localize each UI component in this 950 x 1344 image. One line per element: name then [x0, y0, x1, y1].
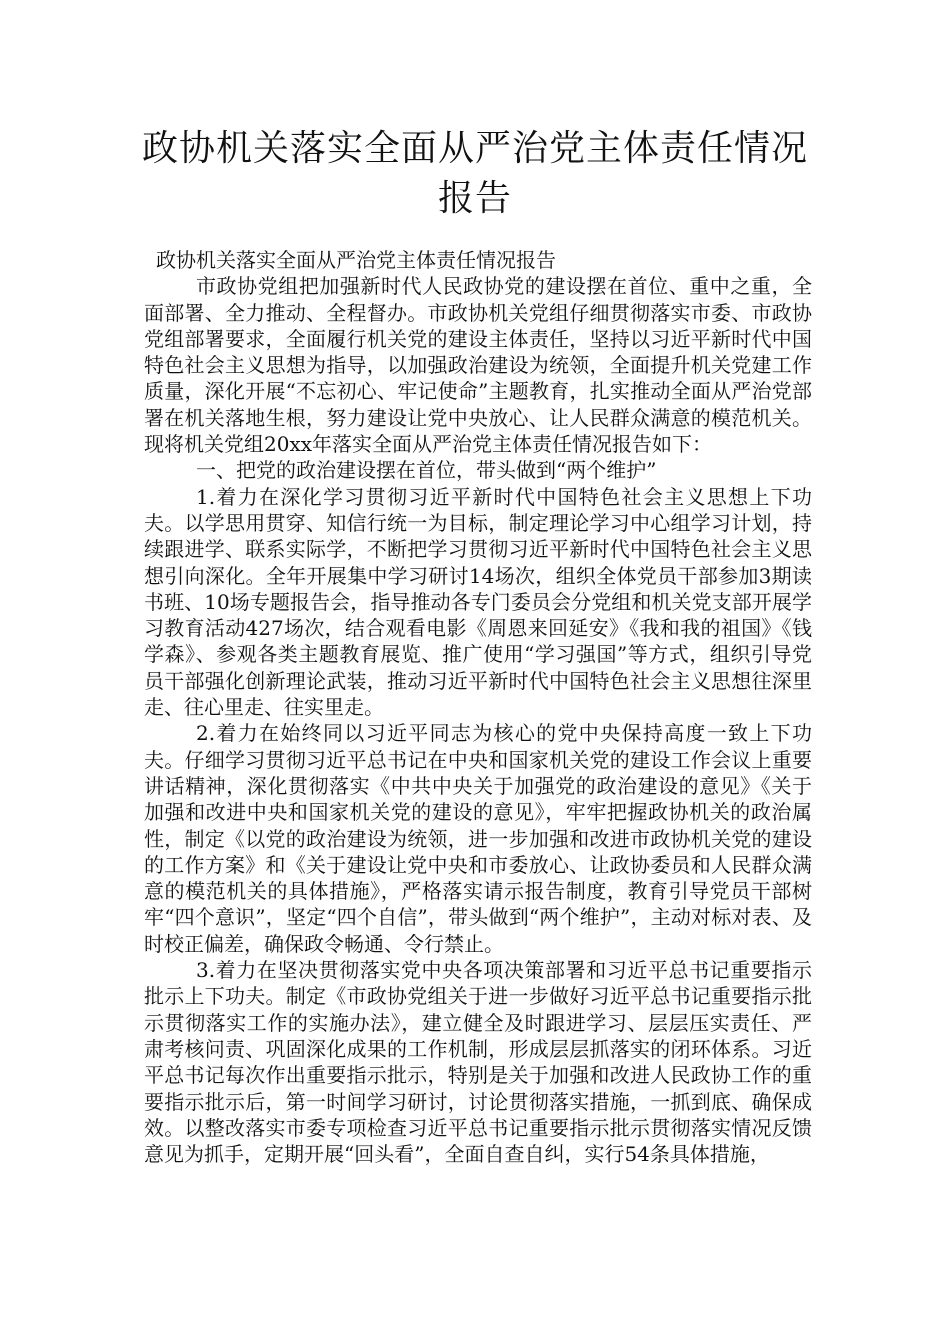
document-subtitle: 政协机关落实全面从严治党主体责任情况报告 [156, 248, 556, 272]
intro-paragraph: 市政协党组把加强新时代人民政协党的建设摆在首位、重中之重，全面部署、全力推动、全程督办。市政协机关党组仔细贯彻落实市委、市政协党组部署要求，全面履行机关党的建设主体责任，坚持以习近平新时代中国特色社会主义思想为指导，以加强政治建设为统领，全面提升机关党建工作质量，深化开展“不忘初心、牢记使命”主题教育，扎实推动全面从严治党部署在机关落地生根，努力建设让党中央放心、让人民群众满意的模范机关。现将机关党组20xx年落实全面从严治党主体责任情况报告如下： [144, 274, 812, 457]
paragraph-item-1: 1.着力在深化学习贯彻习近平新时代中国特色社会主义思想上下功夫。以学思用贯穿、知信行统一为目标，制定理论学习中心组学习计划，持续跟进学、联系实际学，不断把学习贯彻习近平新时代中国特色社会主义思想引向深化。全年开展集中学习研讨14场次，组织全体党员干部参加3期读书班、10场专题报告会，指导推动各专门委员会分党组和机关党支部开展学习教育活动427场次，结合观看电影《周恩来回延安》《我和我的祖国》《钱学森》、参观各类主题教育展览、推广使用“学习强国”等方式，组织引导党员干部强化创新理论武装，推动习近平新时代中国特色社会主义思想往深里走、往心里走、往实里走。 [144, 484, 812, 720]
document-body [144, 247, 812, 1167]
section-heading: 一、把党的政治建设摆在首位，带头做到“两个维护” [196, 458, 657, 483]
document-title: 政协机关落实全面从严治党主体责任情况报告 [141, 128, 808, 219]
paragraph-item-3: 3.着力在坚决贯彻落实党中央各项决策部署和习近平总书记重要指示批示上下功夫。制定《市政协党组关于进一步做好习近平总书记重要指示批示贯彻落实工作的实施办法》，建立健全及时跟进学习、层层压实责任、严肃考核问责、巩固深化成果的工作机制，形成层层抓落实的闭环体系。习近平总书记每次作出重要指示批示，特别是关于加强和改进人民政协工作的重要指示批示后，第一时间学习研讨，讨论贯彻落实措施，一抓到底、确保成效。以整改落实市委专项检查习近平总书记重要指示批示贯彻落实情况反馈意见为抓手，定期开展“回头看”，全面自查自纠，实行54条具体措施， [144, 958, 812, 1167]
paragraph-item-2: 2.着力在始终同以习近平同志为核心的党中央保持高度一致上下功夫。仔细学习贯彻习近平总书记在中央和国家机关党的建设工作会议上重要讲话精神，深化贯彻落实《中共中央关于加强党的政治建设的意见》《关于加强和改进中央和国家机关党的建设的意见》，牢牢把握政协机关的政治属性，制定《以党的政治建设为统领，进一步加强和改进市政协机关党的建设的工作方案》和《关于建设让党中央和市委放心、让政协委员和人民群众满意的模范机关的具体措施》，严格落实请示报告制度，教育引导党员干部树牢“四个意识”，坚定“四个自信”，带头做到“两个维护”，主动对标对表、及时校正偏差，确保政令畅通、令行禁止。 [144, 721, 812, 956]
